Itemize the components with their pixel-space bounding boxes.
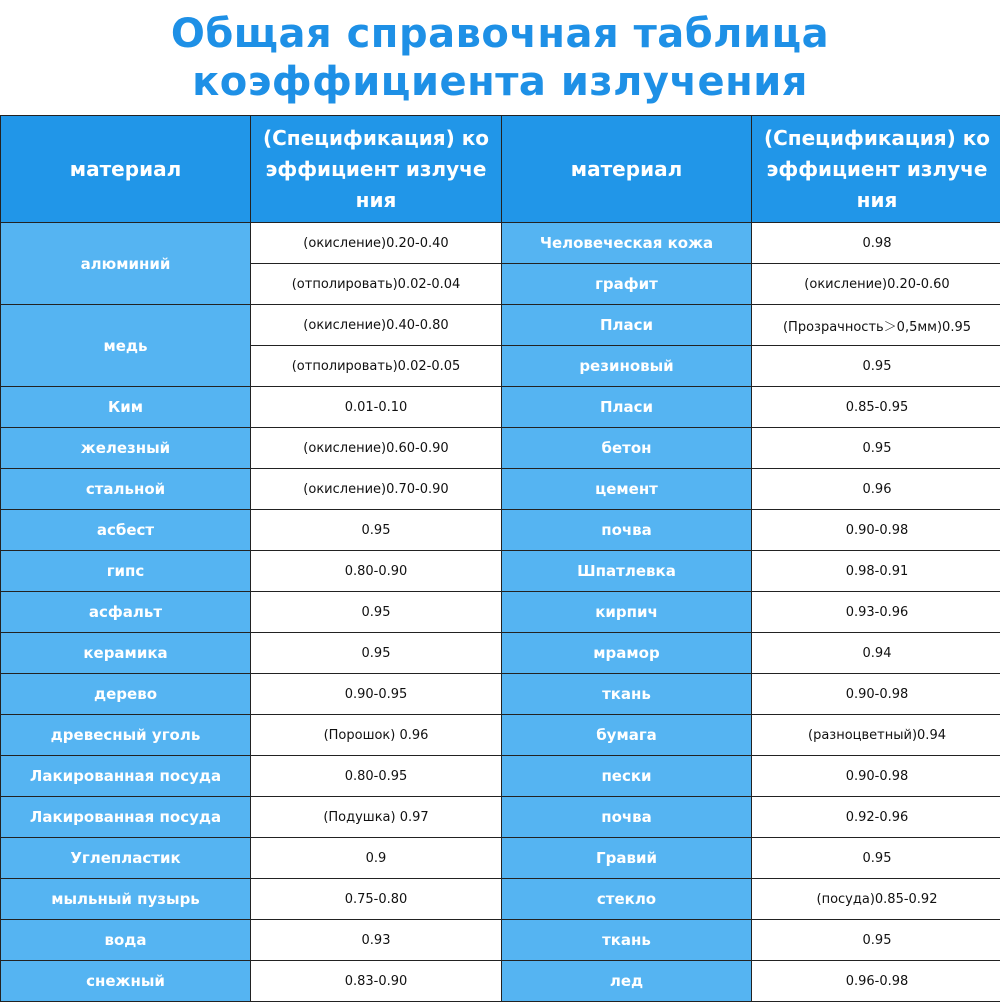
emissivity-cell: 0.98-0.91 bbox=[752, 551, 1000, 592]
table-row bbox=[1, 961, 1000, 1002]
material-cell: мрамор bbox=[502, 633, 752, 674]
material-cell: резиновый bbox=[502, 346, 752, 387]
emissivity-cell: 0.93 bbox=[251, 920, 502, 961]
material-cell: древесный уголь bbox=[1, 715, 251, 756]
emissivity-cell: 0.83-0.90 bbox=[251, 961, 502, 1002]
material-cell: Человеческая кожа bbox=[502, 223, 752, 264]
material-cell: медь bbox=[1, 305, 251, 387]
table-row bbox=[1, 428, 1000, 469]
emissivity-cell: 0.95 bbox=[752, 428, 1000, 469]
emissivity-cell: 0.95 bbox=[752, 920, 1000, 961]
header-spec-left: (Спецификация) ко эффициент излуче ния bbox=[251, 116, 502, 223]
table-row bbox=[1, 838, 1000, 879]
material-cell: мыльный пузырь bbox=[1, 879, 251, 920]
material-cell: Ким bbox=[1, 387, 251, 428]
material-cell: кирпич bbox=[502, 592, 752, 633]
table-row bbox=[1, 633, 1000, 674]
material-cell: керамика bbox=[1, 633, 251, 674]
material-cell: снежный bbox=[1, 961, 251, 1002]
table-row bbox=[1, 674, 1000, 715]
emissivity-cell: 0.93-0.96 bbox=[752, 592, 1000, 633]
header-material-left: материал bbox=[1, 116, 251, 223]
emissivity-cell: 0.92-0.96 bbox=[752, 797, 1000, 838]
page-title bbox=[0, 0, 1000, 115]
emissivity-cell: 0.98 bbox=[752, 223, 1000, 264]
emissivity-cell: 0.9 bbox=[251, 838, 502, 879]
table-row bbox=[1, 592, 1000, 633]
table-row bbox=[1, 551, 1000, 592]
material-cell: асфальт bbox=[1, 592, 251, 633]
emissivity-cell: 0.94 bbox=[752, 633, 1000, 674]
header-spec-right: (Спецификация) ко эффициент излуче ния bbox=[752, 116, 1000, 223]
emissivity-cell: (окисление)0.60-0.90 bbox=[251, 428, 502, 469]
emissivity-cell: (Подушка) 0.97 bbox=[251, 797, 502, 838]
material-cell: стальной bbox=[1, 469, 251, 510]
emissivity-cell: 0.90-0.98 bbox=[752, 674, 1000, 715]
table-row bbox=[1, 469, 1000, 510]
header-material-right: материал bbox=[502, 116, 752, 223]
emissivity-cell: (окисление)0.40-0.80 bbox=[251, 305, 502, 346]
emissivity-cell: (разноцветный)0.94 bbox=[752, 715, 1000, 756]
emissivity-cell: 0.80-0.95 bbox=[251, 756, 502, 797]
table-row bbox=[1, 387, 1000, 428]
material-cell: ткань bbox=[502, 674, 752, 715]
emissivity-cell: (окисление)0.20-0.40 bbox=[251, 223, 502, 264]
emissivity-cell: 0.80-0.90 bbox=[251, 551, 502, 592]
material-cell: Лакированная посуда bbox=[1, 797, 251, 838]
material-cell: стекло bbox=[502, 879, 752, 920]
emissivity-cell: 0.95 bbox=[752, 838, 1000, 879]
emissivity-cell: 0.96-0.98 bbox=[752, 961, 1000, 1002]
title-line-1: Общая справочная таблица bbox=[171, 10, 829, 58]
table-row bbox=[1, 920, 1000, 961]
emissivity-cell: 0.95 bbox=[251, 592, 502, 633]
material-cell: Шпатлевка bbox=[502, 551, 752, 592]
material-cell: графит bbox=[502, 264, 752, 305]
material-cell: лед bbox=[502, 961, 752, 1002]
table-row bbox=[1, 879, 1000, 920]
table-row bbox=[1, 223, 1000, 264]
emissivity-cell: (посуда)0.85-0.92 bbox=[752, 879, 1000, 920]
material-cell: асбест bbox=[1, 510, 251, 551]
table-row bbox=[1, 305, 1000, 346]
material-cell: бетон bbox=[502, 428, 752, 469]
material-cell: гипс bbox=[1, 551, 251, 592]
emissivity-cell: (Прозрачность＞0,5мм)0.95 bbox=[752, 305, 1000, 346]
material-cell: ткань bbox=[502, 920, 752, 961]
emissivity-cell: 0.95 bbox=[251, 510, 502, 551]
emissivity-cell: 0.01-0.10 bbox=[251, 387, 502, 428]
emissivity-cell: 0.95 bbox=[251, 633, 502, 674]
emissivity-cell: 0.90-0.95 bbox=[251, 674, 502, 715]
emissivity-cell: (окисление)0.20-0.60 bbox=[752, 264, 1000, 305]
emissivity-cell: 0.90-0.98 bbox=[752, 510, 1000, 551]
emissivity-cell: 0.90-0.98 bbox=[752, 756, 1000, 797]
emissivity-cell: 0.85-0.95 bbox=[752, 387, 1000, 428]
table-header-row bbox=[1, 116, 1000, 223]
material-cell: Пласи bbox=[502, 305, 752, 346]
emissivity-table bbox=[0, 115, 1000, 1002]
emissivity-cell: (окисление)0.70-0.90 bbox=[251, 469, 502, 510]
emissivity-cell: (отполировать)0.02-0.05 bbox=[251, 346, 502, 387]
emissivity-cell: 0.95 bbox=[752, 346, 1000, 387]
material-cell: цемент bbox=[502, 469, 752, 510]
material-cell: Гравий bbox=[502, 838, 752, 879]
material-cell: Пласи bbox=[502, 387, 752, 428]
material-cell: Углепластик bbox=[1, 838, 251, 879]
table-row bbox=[1, 756, 1000, 797]
material-cell: Лакированная посуда bbox=[1, 756, 251, 797]
emissivity-cell: (Порошок) 0.96 bbox=[251, 715, 502, 756]
material-cell: бумага bbox=[502, 715, 752, 756]
emissivity-cell: 0.96 bbox=[752, 469, 1000, 510]
material-cell: почва bbox=[502, 510, 752, 551]
material-cell: железный bbox=[1, 428, 251, 469]
table-row bbox=[1, 510, 1000, 551]
material-cell: пески bbox=[502, 756, 752, 797]
title-line-2: коэффициента излучения bbox=[192, 58, 808, 106]
emissivity-cell: 0.75-0.80 bbox=[251, 879, 502, 920]
material-cell: почва bbox=[502, 797, 752, 838]
table-body bbox=[1, 223, 1000, 1002]
table-row bbox=[1, 715, 1000, 756]
material-cell: вода bbox=[1, 920, 251, 961]
table-row bbox=[1, 797, 1000, 838]
material-cell: алюминий bbox=[1, 223, 251, 305]
material-cell: дерево bbox=[1, 674, 251, 715]
emissivity-cell: (отполировать)0.02-0.04 bbox=[251, 264, 502, 305]
